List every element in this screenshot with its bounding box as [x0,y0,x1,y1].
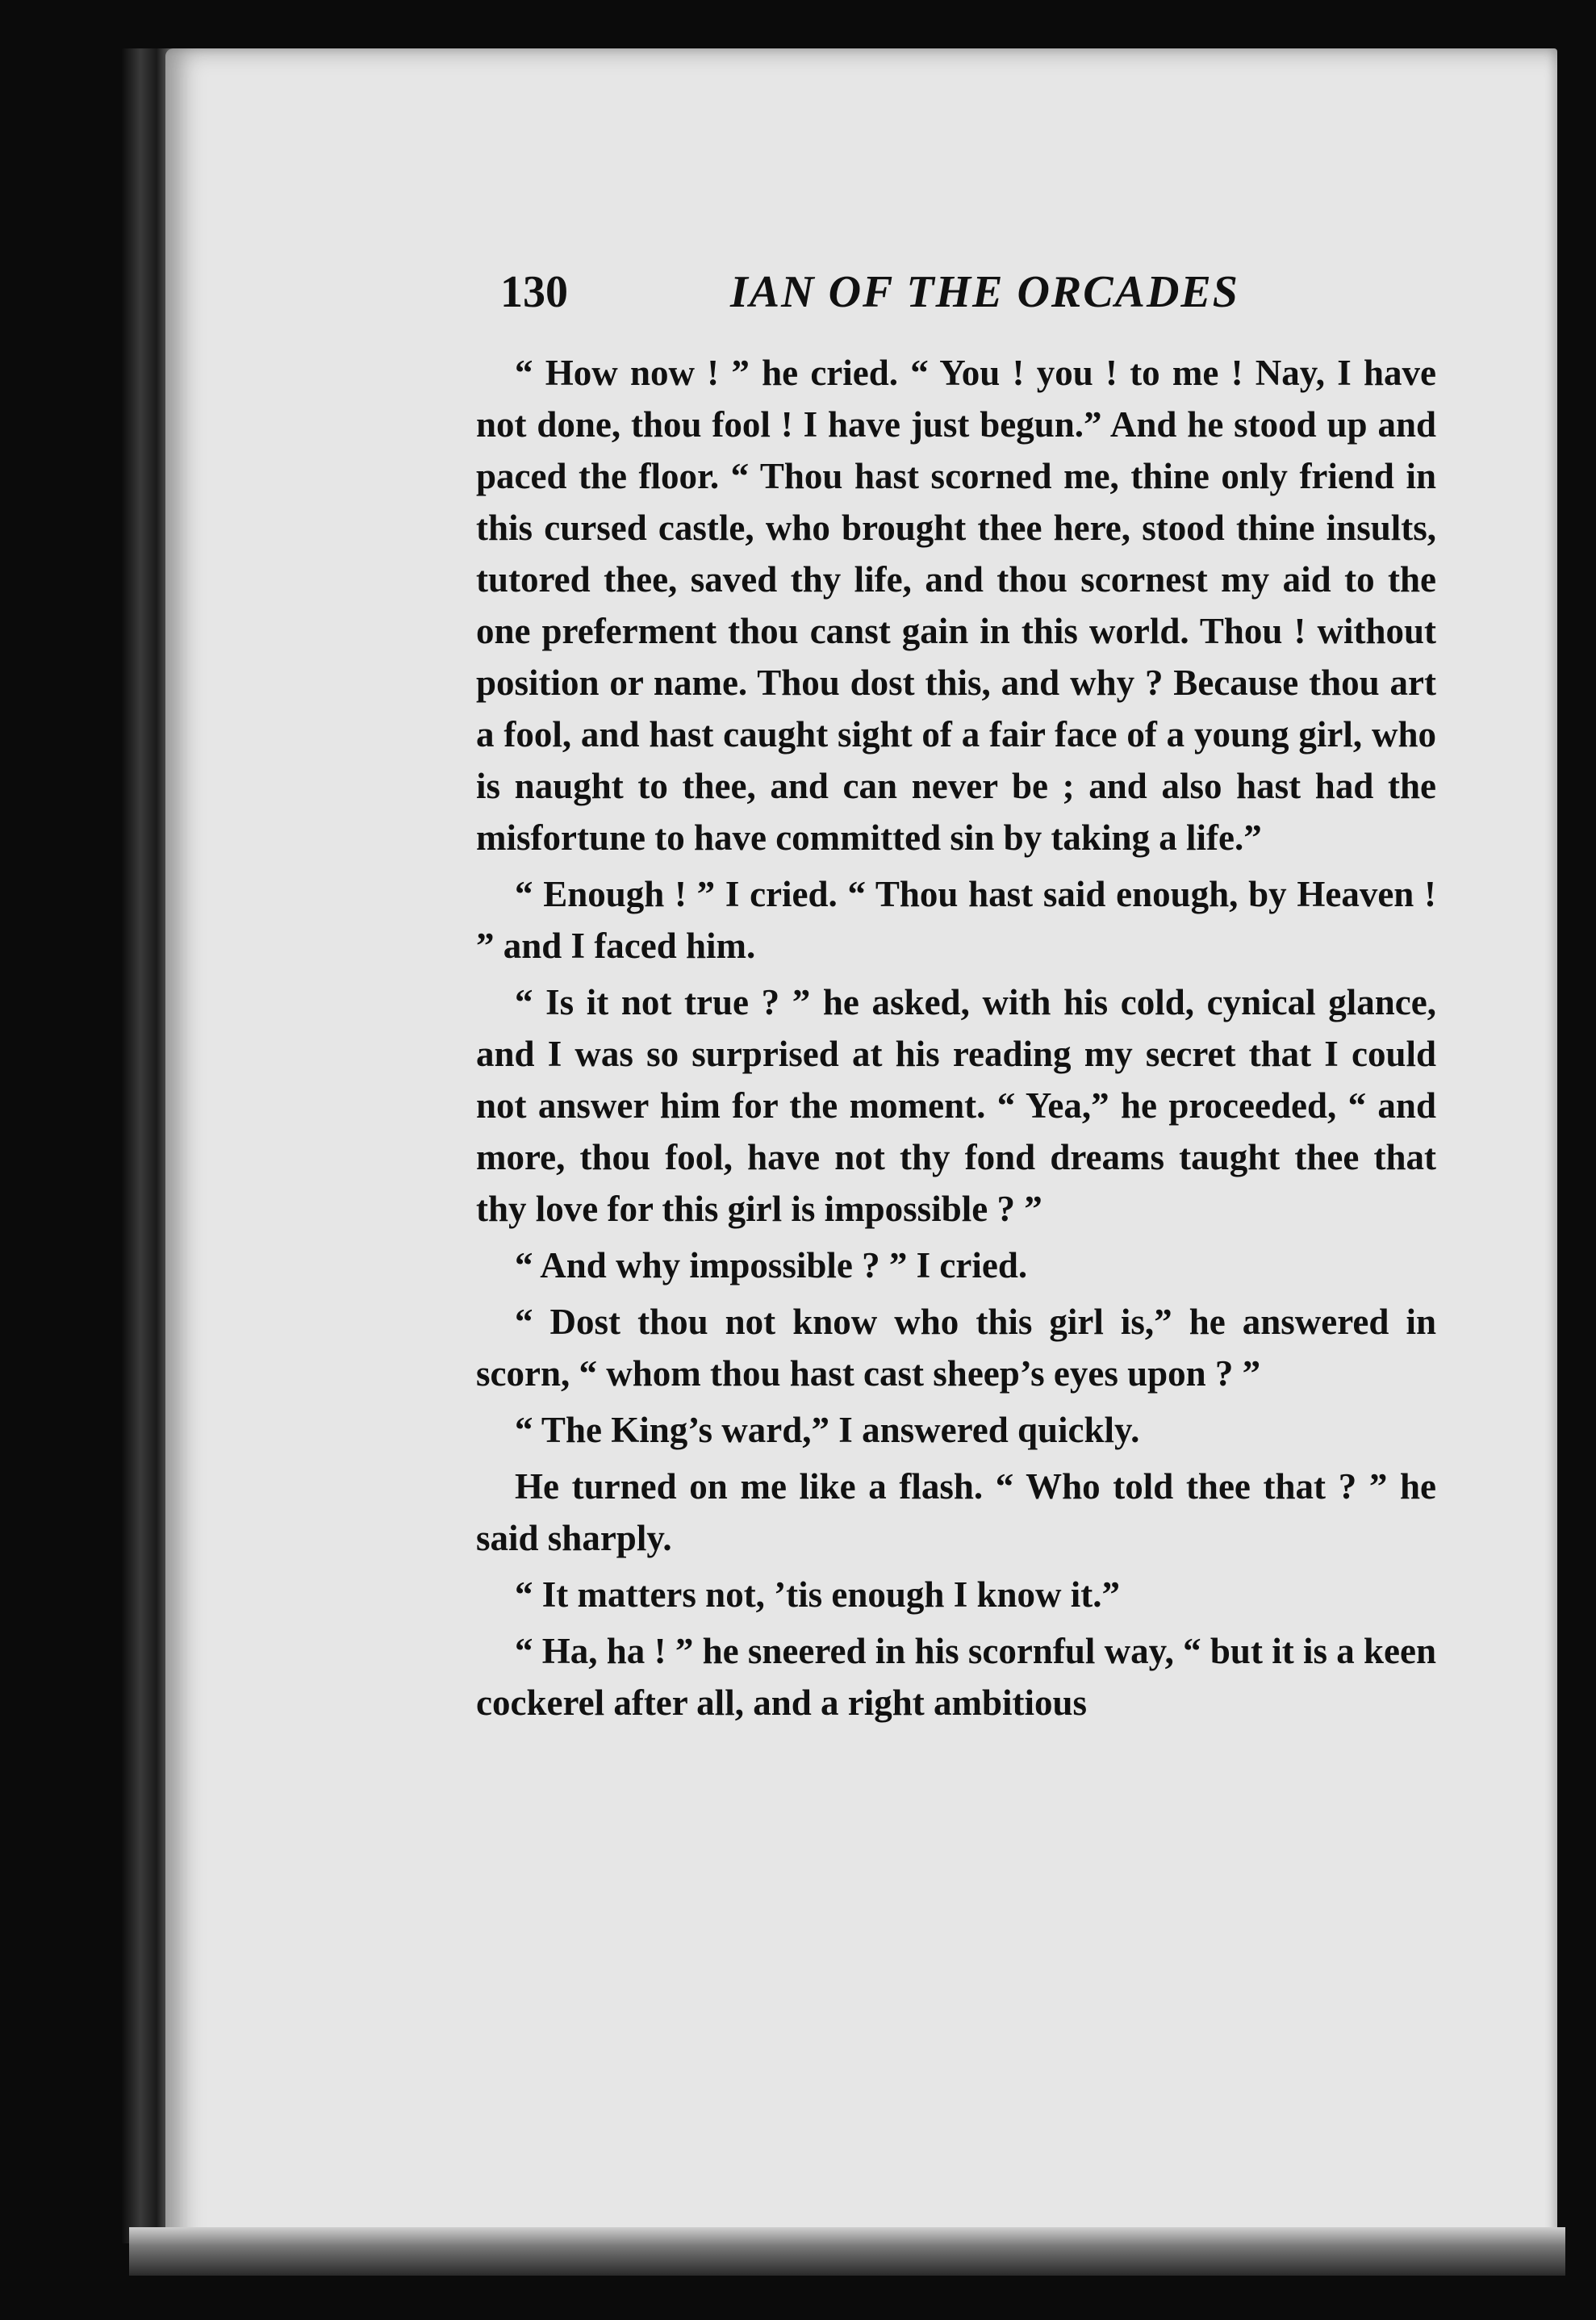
paragraph: “ Dost thou not know who this girl is,” he answered in scorn, “ whom thou hast cast sheep’s eyes upon ? ” [476,1302,1436,1394]
paragraph: “ The King’s ward,” I answered quickly. [515,1410,1140,1450]
paragraph: “ Enough ! ” I cried. “ Thou hast said enough, by Heaven ! ” and I faced him. [476,874,1436,966]
paragraph: “ Is it not true ? ” he asked, with his cold, cynical glance, and I was so surprised at his reading my secret that I could not answer him for the moment. “ Yea,” he proceeded, “ and more, thou fool, have not thy fond dreams taught thee that thy love for this girl is impossible ? ” [476,982,1436,1229]
paragraph: “ It matters not, ’tis enough I know it.” [515,1574,1121,1615]
running-head: IAN OF THE ORCADES [730,267,1239,317]
page-right-edge [1557,48,1596,2292]
page-bottom-edge [129,2227,1565,2276]
body-text [476,347,1436,1733]
page-header [500,266,1307,331]
paragraph: “ How now ! ” he cried. “ You ! you ! to me ! Nay, I have not done, thou fool ! I have just begun.” And he stood up and paced the floor. “ Thou hast scorned me, thine only friend in this cursed castle, who brought thee here, stood thine insults, tutored thee, saved thy life, and thou scornest my aid to the one preferment thou canst gain in this world. Thou ! without position or name. Thou dost this, and why ? Because thou art a fool, and hast caught sight of a fair face of a young girl, who is naught to thee, and can never be ; and also hast had the misfortune to have committed sin by taking a life.” [476,353,1436,858]
paragraph: “ And why impossible ? ” I cried. [515,1245,1028,1285]
paragraph: He turned on me like a flash. “ Who told thee that ? ” he said sharply. [476,1466,1436,1558]
page-number: 130 [500,267,568,317]
paragraph: “ Ha, ha ! ” he sneered in his scornful way, “ but it is a keen cockerel after all, and a right ambitious [476,1631,1436,1723]
